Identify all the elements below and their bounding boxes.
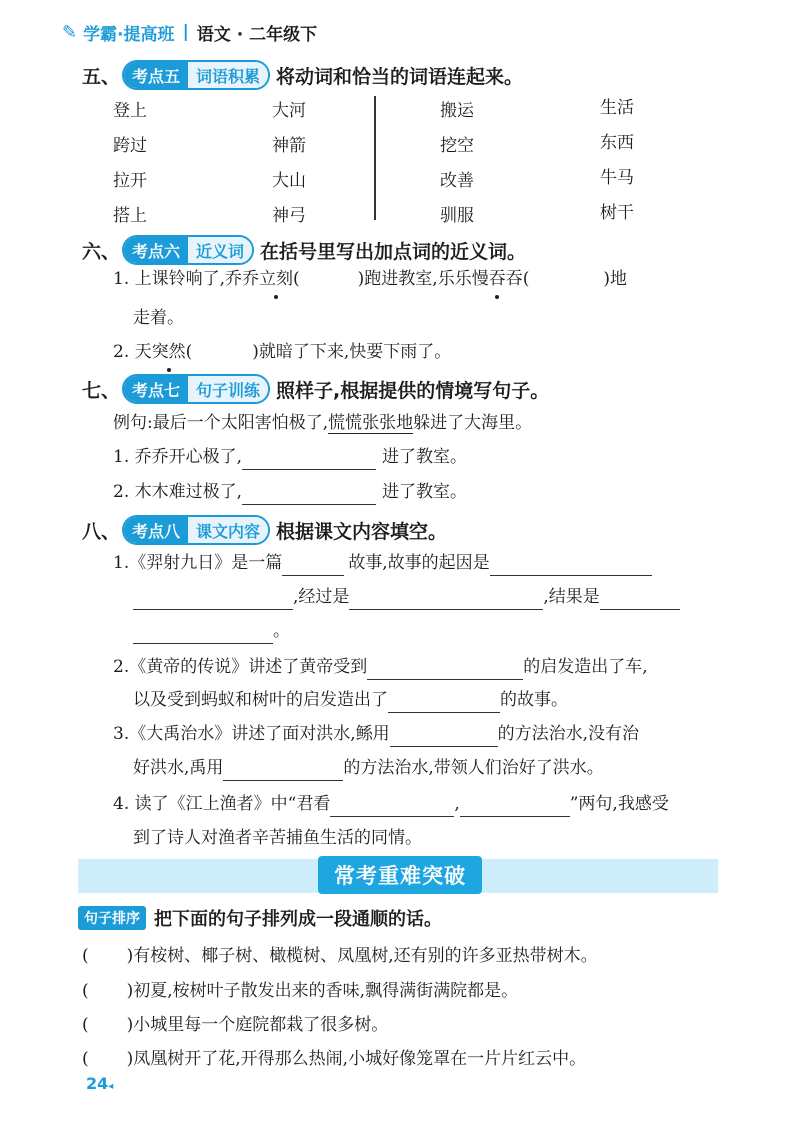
word-left-verb: 跨过 [113,136,147,156]
topic-label: 句子训练 [188,376,268,402]
question-8-4 [113,791,669,817]
text: 1. 上课铃响了,乔乔 [113,269,260,289]
answer-line[interactable] [282,555,344,576]
topic-pill [122,374,270,404]
question-8-2-cont [133,687,568,713]
word-left-verb: 登上 [113,101,147,121]
question-8-2 [113,654,648,680]
dotted-char: 慢吞吞 [472,266,523,292]
column-divider [374,96,376,220]
answer-line[interactable] [460,796,570,817]
text: 1.《羿射九日》是一篇 [113,553,283,573]
answer-line[interactable] [242,484,376,505]
text: 1. 乔乔开心极了, [113,447,243,467]
text: ( [82,1015,89,1035]
word-right-verb: 驯服 [440,206,474,226]
topic-tag: 考点七 [124,376,188,402]
text: 的启发造出了车, [523,657,648,677]
word-left-noun: 神弓 [272,206,306,226]
sort-instruction: 把下面的句子排列成一段通顺的话。 [154,909,442,930]
text: )跑进教室,乐乐 [357,269,472,289]
text: ) [126,1015,134,1035]
dotted-char: 立刻 [259,266,293,292]
text: ) [126,981,134,1001]
text: , [454,794,460,814]
text: ,经过是 [293,587,350,607]
header-separator: | [182,22,189,42]
text: ( [82,981,89,1001]
section-instruction: 将动词和恰当的词语连起来。 [276,65,524,88]
text: ( [293,269,300,289]
text: ( [185,342,193,362]
page-number [86,1074,113,1093]
text: 4. 读了《江上渔者》中“君看 [113,794,331,814]
text: 的方法治水,没有治 [497,724,640,744]
text: 的方法治水,带领人们治好了洪水。 [343,758,604,778]
text: 好洪水,禹用 [133,758,224,778]
question-8-3-cont [133,755,604,781]
text: ) [126,1049,134,1069]
text: 2.《黄帝的传说》讲述了黄帝受到 [113,657,368,677]
page-number-text: 24 [86,1074,109,1093]
text: ) [126,946,134,966]
word-left-noun: 神箭 [272,136,306,156]
question-8-4-cont: 到了诗人对渔者辛苦捕鱼生活的同情。 [133,828,422,848]
word-right-noun: 生活 [600,98,634,118]
text: 躲进了大海里。 [413,413,533,433]
section-number: 八、 [82,520,121,543]
text: 3.《大禹治水》讲述了面对洪水,鲧用 [113,724,390,744]
question-8-1-cont [133,584,680,610]
section-number: 七、 [82,379,121,402]
topic-pill [122,515,270,545]
sort-item [82,943,598,969]
pencil-icon: ✎ [62,21,78,43]
word-right-verb: 搬运 [440,101,474,121]
word-left-noun: 大河 [272,101,306,121]
word-left-verb: 搭上 [113,206,147,226]
text: 的故事。 [500,690,568,710]
answer-line[interactable] [600,589,680,610]
topic-pill [122,60,270,90]
topic-tag: 考点六 [124,237,188,263]
text: ”两句,我感受 [569,794,669,814]
answer-line[interactable] [490,555,652,576]
sort-item [82,1012,388,1038]
page-header [62,18,317,46]
brand-name: 学霸·提高班 [83,24,175,45]
topic-pill [122,235,254,265]
section-number: 六、 [82,240,121,263]
section-instruction: 根据课文内容填空。 [276,520,448,543]
text: )地 [603,269,627,289]
question-6-1-cont: 走着。 [133,308,184,328]
text: )就暗了下来,快要下雨了。 [252,342,452,362]
question-7-2 [113,479,467,505]
question-6-2 [113,339,451,365]
answer-line[interactable] [388,692,500,713]
topic-label: 词语积累 [188,62,268,88]
section-instruction: 照样子,根据提供的情境写句子。 [276,379,550,402]
text: 。 [273,621,290,641]
section-instruction: 在括号里写出加点词的近义词。 [260,240,527,263]
section-banner-title: 常考重难突破 [318,856,482,894]
answer-line[interactable] [367,659,523,680]
word-right-noun: 牛马 [600,168,634,188]
sort-sentence: 初夏,桉树叶子散发出来的香味,飘得满街满院都是。 [133,981,519,1001]
dotted-char: 突然 [152,339,186,365]
sort-badge: 句子排序 [78,906,146,930]
answer-line[interactable] [242,449,376,470]
question-8-1 [113,550,652,576]
question-8-1-end [133,618,290,644]
section-5-title [82,60,523,90]
text: ( [82,1049,89,1069]
answer-line[interactable] [133,589,293,610]
sort-sentence: 小城里每一个庭院都栽了很多树。 [133,1015,389,1035]
answer-line[interactable] [330,796,454,817]
example-sentence [113,410,532,436]
sort-title [78,905,442,931]
sort-sentence: 有桉树、椰子树、橄榄树、凤凰树,还有别的许多亚热带树木。 [133,946,598,966]
text: 进了教室。 [382,447,468,467]
text: ( [522,269,530,289]
word-left-noun: 大山 [272,171,306,191]
subject-label: 语文 · 二年级下 [196,24,318,45]
question-8-3 [113,721,639,747]
text: 2. 天 [113,342,152,362]
underlined-phrase: 慌慌张张地 [328,413,414,433]
topic-label: 近义词 [188,237,252,263]
sort-sentence: 凤凰树开了花,开得那么热闹,小城好像笼罩在一片片红云中。 [133,1049,587,1069]
topic-tag: 考点五 [124,62,188,88]
answer-line[interactable] [223,760,343,781]
word-left-verb: 拉开 [113,171,147,191]
section-6-title [82,235,526,265]
question-7-1 [113,444,467,470]
word-right-noun: 树干 [600,203,634,223]
section-8-title [82,515,447,545]
page-arrow-icon: ◂ [108,1081,114,1092]
question-6-1 [113,266,627,292]
text: 以及受到蚂蚁和树叶的启发造出了 [133,690,388,710]
topic-label: 课文内容 [188,517,268,543]
topic-tag: 考点八 [124,517,188,543]
answer-line[interactable] [349,589,543,610]
text: ( [82,946,89,966]
text: 例句:最后一个太阳害怕极了, [113,413,329,433]
text: 进了教室。 [382,482,468,502]
sort-item [82,1046,586,1072]
answer-line[interactable] [390,726,498,747]
word-right-noun: 东西 [600,133,634,153]
word-right-verb: 改善 [440,171,474,191]
sort-item [82,978,518,1004]
section-7-title [82,374,549,404]
section-number: 五、 [82,65,121,88]
text: 2. 木木难过极了, [113,482,243,502]
text: ,结果是 [543,587,600,607]
answer-line[interactable] [133,623,273,644]
word-right-verb: 挖空 [440,136,474,156]
text: 故事,故事的起因是 [348,553,490,573]
